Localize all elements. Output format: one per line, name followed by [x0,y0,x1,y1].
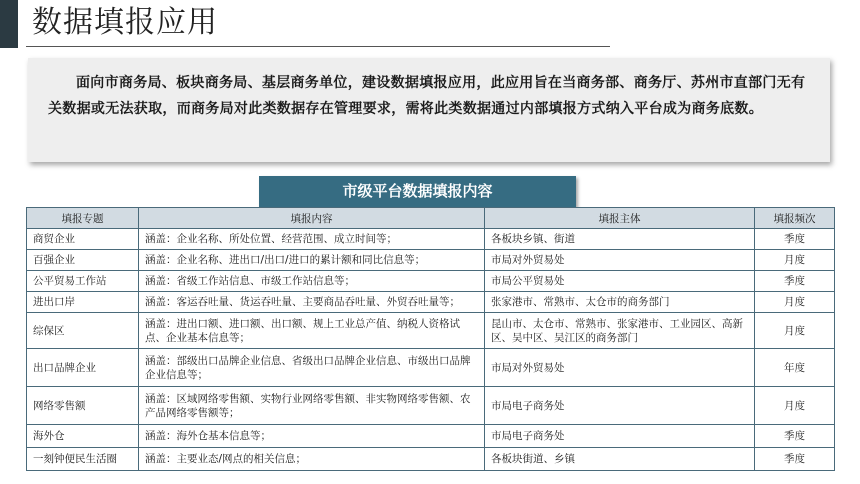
cell-frequency: 月度 [755,292,835,313]
cell-content: 涵盖：企业名称、进出口/出口/进口的累计额和同比信息等； [139,250,485,271]
title-underline [26,46,610,47]
table-row [27,229,835,250]
cell-topic: 进出口岸 [27,292,139,313]
cell-frequency: 季度 [755,425,835,448]
cell-topic: 商贸企业 [27,229,139,250]
header-subject: 填报主体 [485,208,755,229]
cell-content: 涵盖：海外仓基本信息等； [139,425,485,448]
table-row [27,313,835,349]
cell-subject: 市局对外贸易处 [485,349,755,387]
cell-subject: 市局对外贸易处 [485,250,755,271]
table-row [27,425,835,448]
cell-content: 涵盖：部级出口品牌企业信息、省级出口品牌企业信息、市级出口品牌企业信息等； [139,349,485,387]
cell-frequency: 月度 [755,250,835,271]
title-accent-bar [0,0,18,48]
cell-frequency: 季度 [755,271,835,292]
cell-content: 涵盖：客运吞吐量、货运吞吐量、主要商品吞吐量、外贸吞吐量等； [139,292,485,313]
cell-subject: 市局公平贸易处 [485,271,755,292]
cell-frequency: 季度 [755,229,835,250]
cell-subject: 张家港市、常熟市、太仓市的商务部门 [485,292,755,313]
table-row [27,292,835,313]
cell-frequency: 年度 [755,349,835,387]
cell-topic: 网络零售额 [27,387,139,425]
cell-subject: 各板块街道、乡镇 [485,448,755,471]
cell-content: 涵盖：省级工作站信息、市级工作站信息等； [139,271,485,292]
cell-subject: 市局电子商务处 [485,425,755,448]
cell-frequency: 月度 [755,313,835,349]
cell-subject: 市局电子商务处 [485,387,755,425]
section-banner: 市级平台数据填报内容 [259,176,576,207]
header-content: 填报内容 [139,208,485,229]
cell-topic: 海外仓 [27,425,139,448]
cell-content: 涵盖：企业名称、所处位置、经营范围、成立时间等； [139,229,485,250]
cell-subject: 昆山市、太仓市、常熟市、张家港市、工业园区、高新区、吴中区、吴江区的商务部门 [485,313,755,349]
intro-text: 面向市商务局、板块商务局、基层商务单位，建设数据填报应用，此应用旨在当商务部、商务厅、苏州市直部门无有关数据或无法获取，而商务局对此类数据存在管理要求，需将此类数据通过内部填报方式纳入平台成为商务底数。 [48,75,806,117]
table-row [27,448,835,471]
cell-content: 涵盖：区域网络零售额、实物行业网络零售额、非实物网络零售额、农产品网络零售额等； [139,387,485,425]
data-fill-table [26,207,835,471]
cell-topic: 综保区 [27,313,139,349]
header-frequency: 填报频次 [755,208,835,229]
table-row [27,271,835,292]
table-row [27,250,835,271]
table-row [27,387,835,425]
cell-topic: 公平贸易工作站 [27,271,139,292]
page-title: 数据填报应用 [32,5,218,40]
table-row [27,349,835,387]
intro-box [28,58,830,162]
cell-frequency: 月度 [755,387,835,425]
cell-topic: 出口品牌企业 [27,349,139,387]
table-header-row [27,208,835,229]
cell-content: 涵盖：进出口额、进口额、出口额、规上工业总产值、纳税人资格试点、企业基本信息等； [139,313,485,349]
header-topic: 填报专题 [27,208,139,229]
cell-content: 涵盖：主要业态/网点的相关信息； [139,448,485,471]
cell-topic: 百强企业 [27,250,139,271]
cell-frequency: 季度 [755,448,835,471]
cell-topic: 一刻钟便民生活圈 [27,448,139,471]
cell-subject: 各板块乡镇、街道 [485,229,755,250]
